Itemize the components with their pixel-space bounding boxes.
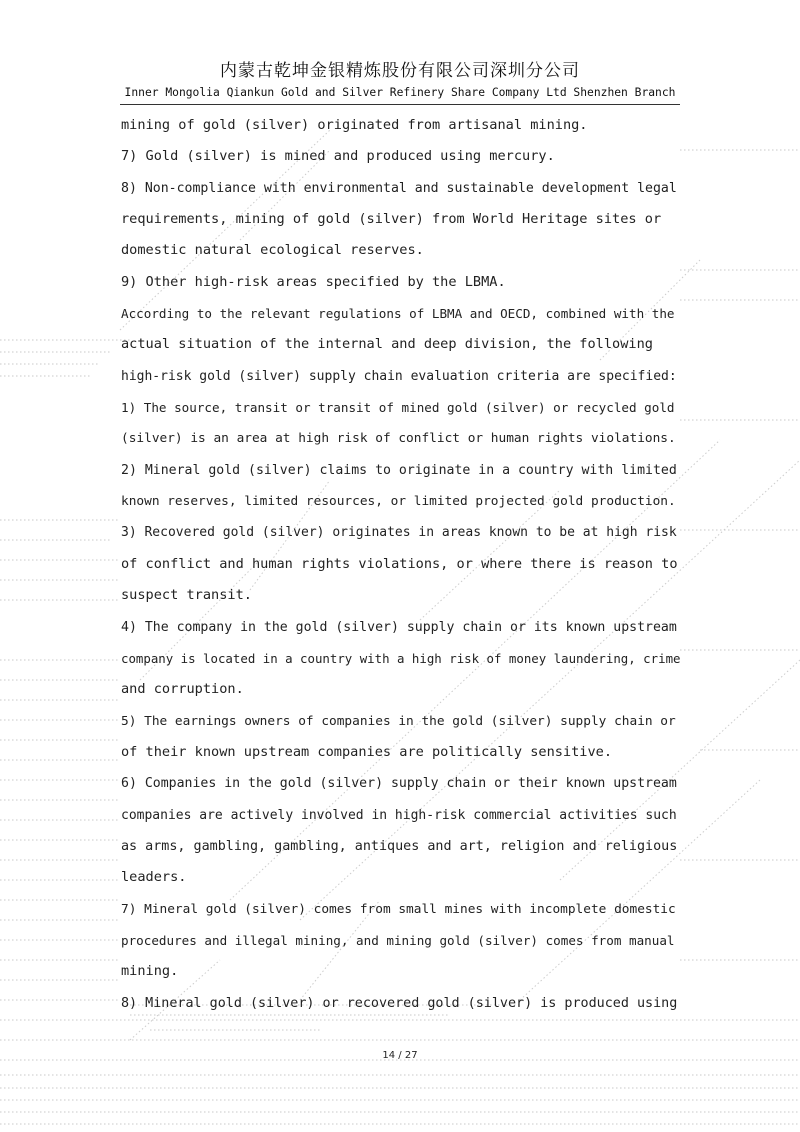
body-line: known reserves, limited resources, or limited projected gold production. bbox=[121, 494, 676, 510]
body-line: 9) Other high-risk areas specified by the LBMA. bbox=[121, 273, 506, 290]
body-line: 3) Recovered gold (silver) originates in areas known to be at high risk bbox=[121, 525, 677, 541]
body-line: 8) Non-compliance with environmental and sustainable development legal bbox=[121, 180, 677, 196]
body-line: 7) Gold (silver) is mined and produced using mercury. bbox=[121, 148, 555, 165]
body-line: high-risk gold (silver) supply chain evaluation criteria are specified: bbox=[121, 368, 677, 384]
page-number: 14 / 27 bbox=[382, 1050, 418, 1061]
body-line: procedures and illegal mining, and mining gold (silver) comes from manual bbox=[121, 932, 675, 948]
body-line: and corruption. bbox=[121, 681, 244, 698]
body-line: requirements, mining of gold (silver) from World Heritage sites or bbox=[121, 211, 662, 228]
document-body bbox=[121, 110, 681, 1019]
body-line: 6) Companies in the gold (silver) supply chain or their known upstream bbox=[121, 776, 677, 792]
company-name-chinese: 内蒙古乾坤金银精炼股份有限公司深圳分公司 bbox=[220, 61, 580, 81]
body-line: 4) The company in the gold (silver) supply chain or its known upstream bbox=[121, 619, 677, 635]
body-line: suspect transit. bbox=[121, 587, 252, 604]
company-name-english: Inner Mongolia Qiankun Gold and Silver Refinery Share Company Ltd Shenzhen Branch bbox=[124, 86, 676, 99]
body-line: According to the relevant regulations of LBMA and OECD, combined with the bbox=[121, 306, 675, 322]
body-line: 1) The source, transit or transit of mined gold (silver) or recycled gold bbox=[121, 400, 675, 416]
body-line: mining. bbox=[121, 963, 179, 980]
body-line: mining of gold (silver) originated from artisanal mining. bbox=[121, 117, 588, 133]
body-line: 2) Mineral gold (silver) claims to originate in a country with limited bbox=[121, 462, 677, 478]
body-line: 8) Mineral gold (silver) or recovered gold (silver) is produced using bbox=[121, 995, 678, 1011]
header-divider bbox=[120, 104, 680, 105]
body-line: as arms, gambling, gambling, antiques and art, religion and religious bbox=[121, 838, 678, 854]
body-line: of their known upstream companies are politically sensitive. bbox=[121, 743, 613, 760]
body-line: leaders. bbox=[121, 869, 187, 886]
body-line: companies are actively involved in high-risk commercial activities such bbox=[121, 807, 677, 823]
body-line: actual situation of the internal and deep division, the following bbox=[121, 336, 653, 353]
document-header bbox=[120, 58, 680, 102]
body-line: (silver) is an area at high risk of conflict or human rights violations. bbox=[121, 431, 676, 447]
body-line: of conflict and human rights violations, or where there is reason to bbox=[121, 555, 678, 572]
body-line: 7) Mineral gold (silver) comes from small mines with incomplete domestic bbox=[121, 901, 676, 917]
body-line: company is located in a country with a high risk of money laundering, crime bbox=[121, 650, 681, 666]
body-line: 5) The earnings owners of companies in the gold (silver) supply chain or bbox=[121, 713, 676, 729]
body-line: domestic natural ecological reserves. bbox=[121, 242, 424, 259]
